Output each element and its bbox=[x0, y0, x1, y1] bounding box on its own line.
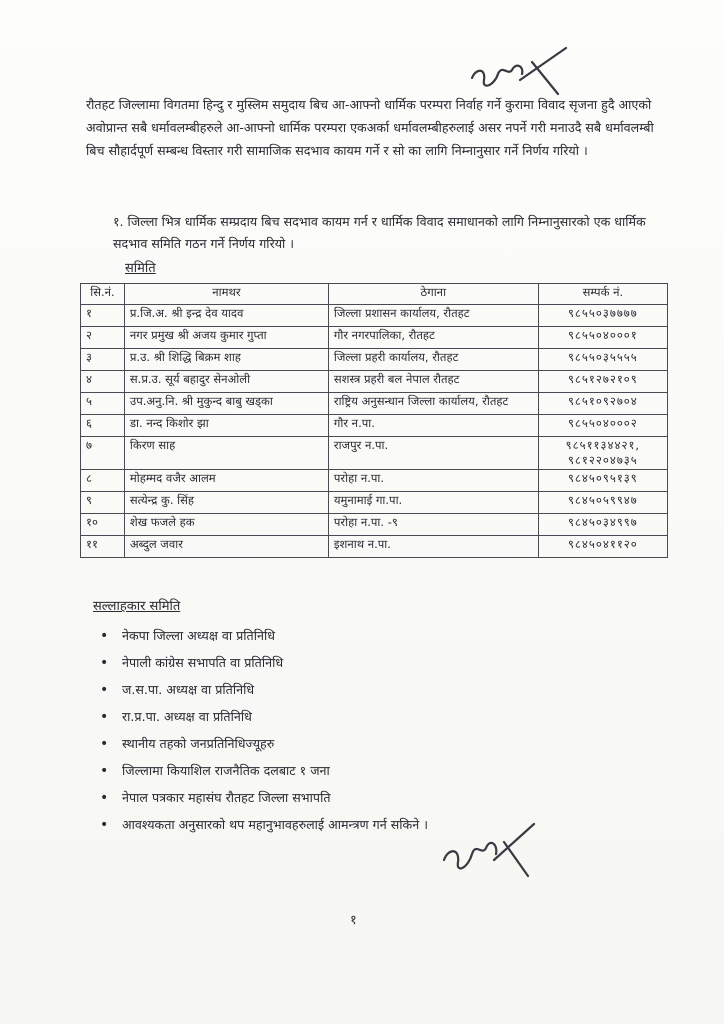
cell-phone: ९८४५०३४९९७ bbox=[538, 514, 667, 536]
list-item: • ज.स.पा. अध्यक्ष वा प्रतिनिधि bbox=[100, 680, 580, 707]
cell-address: जिल्ला प्रहरी कार्यालय, रौतहट bbox=[328, 349, 538, 371]
list-item: • नेकपा जिल्ला अध्यक्ष वा प्रतिनिधि bbox=[100, 626, 580, 653]
cell-address: गौर नगरपालिका, रौतहट bbox=[328, 327, 538, 349]
cell-name: प्र.उ. श्री शिद्धि बिक्रम शाह bbox=[124, 349, 328, 371]
cell-phone: ९८५५०३७७७७ bbox=[538, 305, 667, 327]
cell-sn: २ bbox=[81, 327, 125, 349]
col-header-address: ठेगाना bbox=[328, 284, 538, 305]
cell-address: जिल्ला प्रशासन कार्यालय, रौतहट bbox=[328, 305, 538, 327]
committee-heading: समिति bbox=[125, 261, 156, 276]
list-item: • रा.प्र.पा. अध्यक्ष वा प्रतिनिधि bbox=[100, 707, 580, 734]
list-item: • नेपाल पत्रकार महासंघ रौतहट जिल्ला सभापति bbox=[100, 788, 580, 815]
list-item: • नेपाली कांग्रेस सभापति वा प्रतिनिधि bbox=[100, 653, 580, 680]
cell-sn: ६ bbox=[81, 415, 125, 437]
cell-phone: ९८४५०५९९४७ bbox=[538, 492, 667, 514]
cell-address: राष्ट्रिय अनुसन्धान जिल्ला कार्यालय, रौतहट bbox=[328, 393, 538, 415]
phone-line-2: ९८१२२०४७३५ bbox=[567, 453, 638, 467]
table-header-row bbox=[81, 284, 668, 305]
cell-name: शेख फजले हक bbox=[124, 514, 328, 536]
list-item: • स्थानीय तहको जनप्रतिनिधिज्यूहरु bbox=[100, 734, 580, 761]
cell-phone: ९८५५०४०००१ bbox=[538, 327, 667, 349]
table-row bbox=[81, 371, 668, 393]
cell-address: सशस्त्र प्रहरी बल नेपाल रौतहट bbox=[328, 371, 538, 393]
intro-paragraph: रौतहट जिल्लामा विगतमा हिन्दु र मुस्लिम समुदाय बिच आ-आफ्नो धार्मिक परम्परा निर्वाह गर्ने कुरामा विवाद सृजना हुदै आएको अवोप्रान्त सबै धर्मावलम्बीहरुले आ-आफ्नो धार्मिक परम्परा एकअर्का धर्मावलम्बीहरुलाई असर नपर्ने गरी मनाउदै सबै धर्मावलम्बी बिच सौहार्दपूर्ण सम्बन्ध विस्तार गरी सामाजिक सदभाव कायम गर्ने र सो का लागि निम्नानुसार गर्ने निर्णय गरियो । bbox=[86, 97, 654, 158]
cell-phone: ९८४५०९५१३९ bbox=[538, 470, 667, 492]
table-row bbox=[81, 437, 668, 470]
decision-item-1: १. जिल्ला भित्र धार्मिक सम्प्रदाय बिच सदभाव कायम गर्न र धार्मिक विवाद समाधानको लागि निम्नानुसारको एक धार्मिक सदभाव समिति गठन गर्ने निर्णय गरियो । bbox=[113, 214, 646, 251]
cell-name: प्र.जि.अ. श्री इन्द्र देव यादव bbox=[124, 305, 328, 327]
cell-name: डा. नन्द किशोर झा bbox=[124, 415, 328, 437]
cell-name: सत्येन्द्र कु. सिंह bbox=[124, 492, 328, 514]
cell-sn: १० bbox=[81, 514, 125, 536]
advisory-heading: सल्लाहकार समिति bbox=[93, 599, 181, 614]
page-number: १ bbox=[350, 913, 357, 928]
cell-sn: ११ bbox=[81, 536, 125, 558]
cell-sn: १ bbox=[81, 305, 125, 327]
signature-mark-bottom bbox=[438, 818, 538, 880]
cell-phone: ९८५१२७२१०९ bbox=[538, 371, 667, 393]
col-header-sn: सि.नं. bbox=[81, 284, 125, 305]
list-item: • आवश्यकता अनुसारको थप महानुभावहरुलाई आमन्त्रण गर्न सकिने । bbox=[100, 815, 580, 842]
cell-name: उप.अनु.नि. श्री मुकुन्द बाबु खड्का bbox=[124, 393, 328, 415]
cell-sn: ७ bbox=[81, 437, 125, 470]
committee-table bbox=[80, 283, 668, 558]
cell-address: राजपुर न.पा. bbox=[328, 437, 538, 470]
table-row bbox=[81, 305, 668, 327]
table-row bbox=[81, 349, 668, 371]
table-row bbox=[81, 470, 668, 492]
cell-phone: ९८५१०९२७०४ bbox=[538, 393, 667, 415]
table-row bbox=[81, 536, 668, 558]
cell-name: नगर प्रमुख श्री अजय कुमार गुप्ता bbox=[124, 327, 328, 349]
cell-address: परोहा न.पा. -९ bbox=[328, 514, 538, 536]
advisory-list bbox=[100, 626, 580, 842]
col-header-name: नामथर bbox=[124, 284, 328, 305]
cell-address: परोहा न.पा. bbox=[328, 470, 538, 492]
table-row bbox=[81, 327, 668, 349]
cell-sn: ५ bbox=[81, 393, 125, 415]
cell-sn: ९ bbox=[81, 492, 125, 514]
cell-sn: ३ bbox=[81, 349, 125, 371]
cell-name: किरण साह bbox=[124, 437, 328, 470]
table-row bbox=[81, 514, 668, 536]
cell-sn: ८ bbox=[81, 470, 125, 492]
cell-phone: ९८५५०४०००२ bbox=[538, 415, 667, 437]
cell-name: अब्दुल जवार bbox=[124, 536, 328, 558]
cell-phone: ९८५५०३५५५५ bbox=[538, 349, 667, 371]
cell-address: यमुनामाई गा.पा. bbox=[328, 492, 538, 514]
signature-mark-top bbox=[462, 40, 572, 100]
phone-line-1: ९८५११३४४२१, bbox=[565, 438, 641, 452]
cell-sn: ४ bbox=[81, 371, 125, 393]
cell-phone bbox=[538, 437, 667, 470]
cell-phone: ९८४५०४११२० bbox=[538, 536, 667, 558]
cell-address: गौर न.पा. bbox=[328, 415, 538, 437]
table-row bbox=[81, 393, 668, 415]
list-item: • जिल्लामा कियाशिल राजनैतिक दलबाट १ जना bbox=[100, 761, 580, 788]
col-header-contact: सम्पर्क नं. bbox=[538, 284, 667, 305]
table-row bbox=[81, 415, 668, 437]
cell-name: मोहम्मद वजैर आलम bbox=[124, 470, 328, 492]
table-row bbox=[81, 492, 668, 514]
cell-address: इशनाथ न.पा. bbox=[328, 536, 538, 558]
cell-name: स.प्र.उ. सूर्य बहादुर सेनओली bbox=[124, 371, 328, 393]
